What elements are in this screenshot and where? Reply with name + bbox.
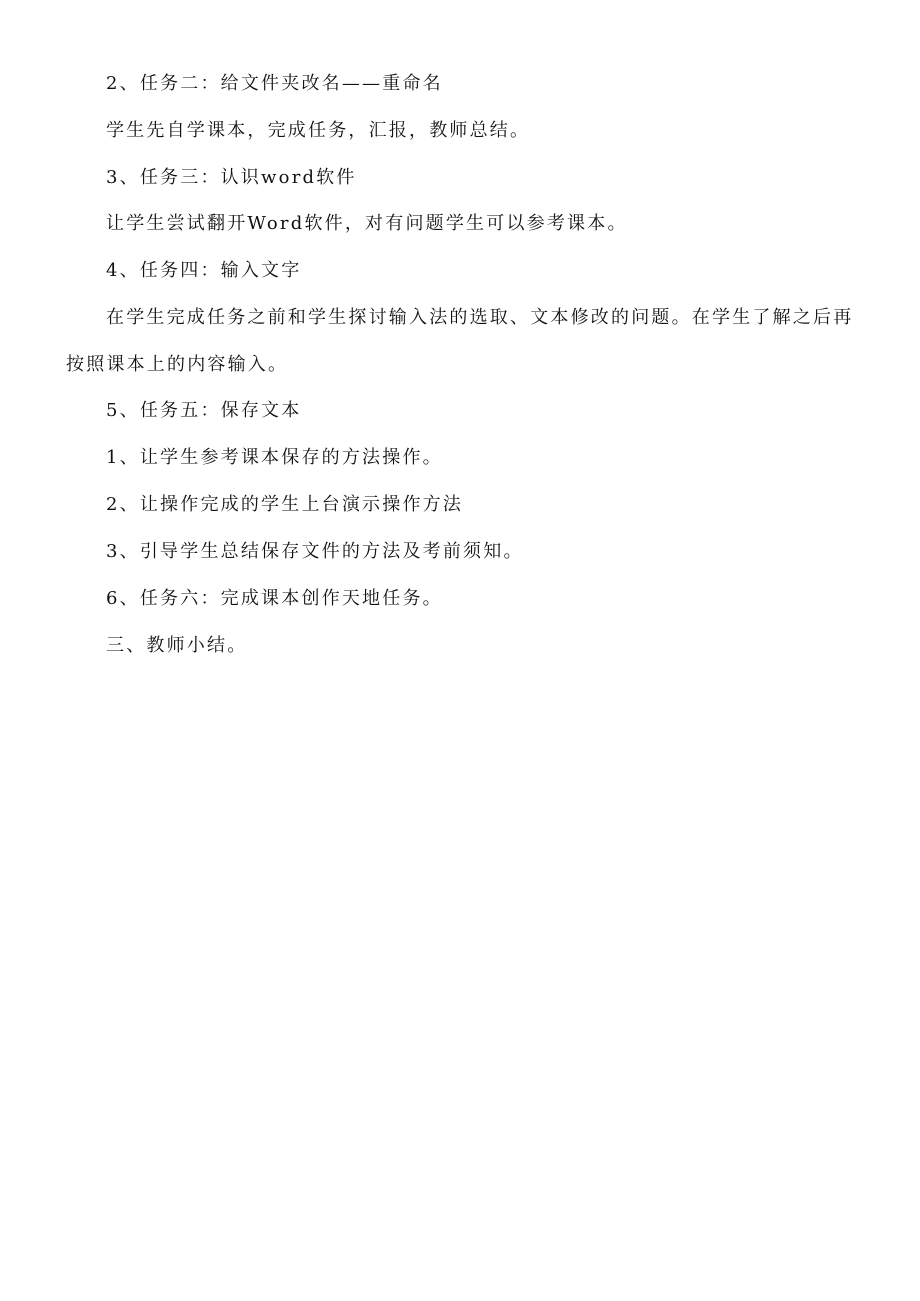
task-6-heading: 6、任务六：完成课本创作天地任务。 xyxy=(106,588,443,609)
task-4-description-line-1: 在学生完成任务之前和学生探讨输入法的选取、文本修改的问题。在学生了解之后再 xyxy=(106,307,854,328)
task-5-step-2: 2、让操作完成的学生上台演示操作方法 xyxy=(106,494,464,515)
task-2-description: 学生先自学课本，完成任务，汇报，教师总结。 xyxy=(106,120,531,141)
task-2-heading: 2、任务二：给文件夹改名——重命名 xyxy=(106,73,443,94)
task-5-step-3: 3、引导学生总结保存文件的方法及考前须知。 xyxy=(106,541,524,562)
task-4-description-line-2: 按照课本上的内容输入。 xyxy=(66,354,289,375)
task-3-heading: 3、任务三：认识word软件 xyxy=(106,167,357,188)
task-4-heading: 4、任务四：输入文字 xyxy=(106,260,302,281)
teacher-summary-heading: 三、教师小结。 xyxy=(106,635,248,656)
task-5-step-1: 1、让学生参考课本保存的方法操作。 xyxy=(106,447,443,468)
task-3-description: 让学生尝试翻开Word软件，对有问题学生可以参考课本。 xyxy=(106,213,628,234)
task-5-heading: 5、任务五：保存文本 xyxy=(106,400,302,421)
